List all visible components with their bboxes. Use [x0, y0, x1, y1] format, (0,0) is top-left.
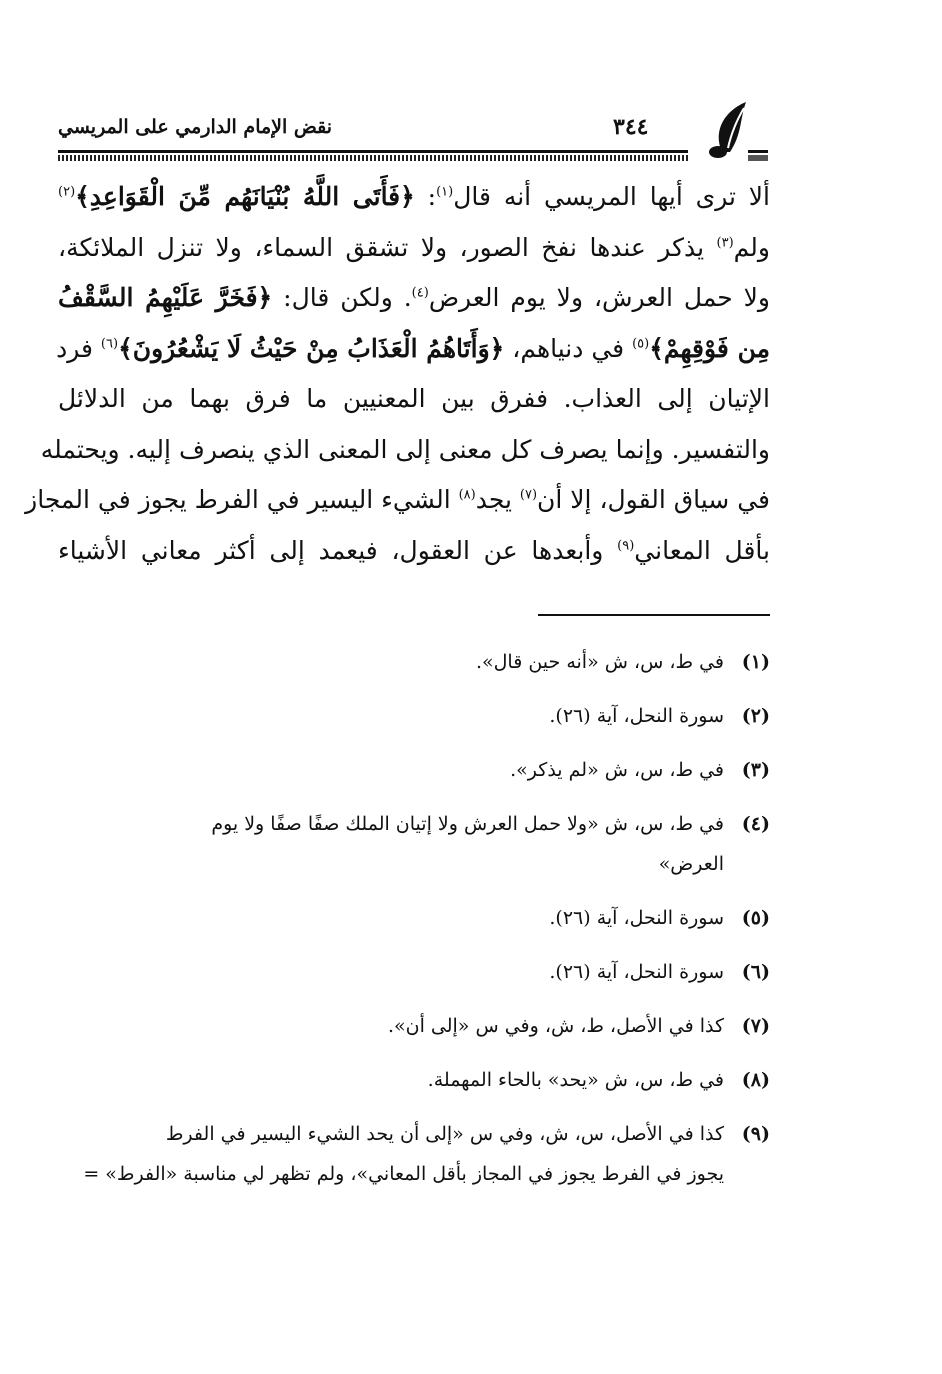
footnote: [58, 952, 770, 992]
footnote-number: (٥): [741, 907, 770, 929]
footnote: [58, 1114, 770, 1194]
main-text: [25, 172, 770, 576]
text-line: الإتيان إلى العذاب. ففرق بين المعنيين ما فرق بهما من الدلائل: [58, 384, 770, 413]
text-line: ولا حمل العرش، ولا يوم العرض$^{(٤)}$. ولكن قال: ﴿فَخَرَّ عَلَيْهِمُ السَّقْفُ: [58, 283, 770, 312]
text-line: في سياق القول، إلا أن$^{(٧)}$ يجد$^{(٨)}$ الشيء اليسير في الفرط يجوز في المجاز: [25, 485, 770, 514]
header-hatch-rule: [58, 155, 688, 161]
page-number: ٣٤٤: [613, 114, 649, 140]
footnote-separator: [538, 614, 770, 616]
running-title: نقض الإمام الدارمي على المريسي: [58, 116, 333, 138]
footnote: [58, 696, 770, 736]
quran-quote: ﴿وَأَتَاهُمُ الْعَذَابُ مِنْ حَيْثُ لَا يَشْعُرُونَ﴾: [118, 333, 505, 363]
footnote-text: كذا في الأصل، ط، ش، وفي س «إلى أن».: [387, 1015, 724, 1037]
footnote-text: في ط، س، ش «ولا حمل العرش ولا إتيان الملك صفًا صفًا ولا يوم: [211, 813, 724, 835]
footnote-ref: (٩): [617, 538, 635, 554]
footnote: [58, 1060, 770, 1100]
footnote-text: سورة النحل، آية (٢٦).: [549, 907, 724, 929]
footnote-text: في ط، س، ش «يحد» بالحاء المهملة.: [427, 1069, 724, 1091]
footnote-continuation: يجوز في الفرط يجوز في المجاز بأقل المعاني»، ولم تظهر لي مناسبة «الفرط» =: [83, 1163, 724, 1185]
footnote-number: (١): [741, 651, 770, 673]
quran-quote: ﴿فَأَتَى اللَّهُ بُنْيَانَهُم مِّنَ الْقَوَاعِدِ﴾: [75, 182, 415, 211]
footnote-number: (٦): [741, 961, 770, 983]
footnote: [58, 898, 770, 938]
footnotes: [58, 642, 770, 1208]
footnote: [58, 1006, 770, 1046]
footnote-text: سورة النحل، آية (٢٦).: [549, 705, 724, 727]
footnote-ref: (٤): [411, 285, 429, 301]
footnote-ref: (٧): [519, 487, 538, 503]
text-line: ألا ترى أيها المريسي أنه قال$^{(١)}$: ﴿فَأَتَى اللَّهُ بُنْيَانَهُم مِّنَ الْقَوَاعِدِ﴾$^{(٢)}$: [58, 182, 770, 211]
footnote-number: (٨): [741, 1069, 770, 1091]
footnote-text: كذا في الأصل، س، ش، وفي س «إلى أن يحد الشيء اليسير في الفرط: [165, 1123, 724, 1145]
footnote-ref: (٥): [632, 336, 650, 352]
quill-ornament-icon: [682, 100, 770, 162]
quran-quote: مِن فَوْقِهِمْ﴾: [649, 333, 770, 363]
quran-quote: ﴿فَخَرَّ عَلَيْهِمُ السَّقْفُ: [58, 283, 273, 312]
footnote-text: سورة النحل، آية (٢٦).: [549, 961, 724, 983]
text-line: والتفسير. وإنما يصرف كل معنى إلى المعنى الذي ينصرف إليه. ويحتمله: [40, 434, 770, 464]
footnote-ref: (٣): [716, 235, 734, 251]
footnote-number: (٩): [741, 1123, 770, 1145]
text-line: بأقل المعاني$^{(٩)}$ وأبعدها عن العقول، فيعمد إلى أكثر معاني الأشياء: [58, 535, 770, 565]
footnote-text: في ط، س، ش «أنه حين قال».: [475, 651, 724, 673]
footnote: [58, 750, 770, 790]
footnote: [58, 642, 770, 682]
footnote-text: في ط، س، ش «لم يذكر».: [510, 759, 724, 781]
footnote-number: (٢): [741, 705, 770, 727]
footnote: [58, 804, 770, 884]
text-line: مِن فَوْقِهِمْ﴾$^{(٥)}$ في دنياهم، ﴿وَأَتَاهُمُ الْعَذَابُ مِنْ حَيْثُ لَا يَشْعُرُونَ﴾$^{(٦)}$ فرد: [56, 333, 770, 363]
footnote-ref: (٨): [458, 487, 476, 503]
footnote-number: (٣): [741, 759, 770, 781]
text-line: ولم$^{(٣)}$ يذكر عندها نفخ الصور، ولا تشقق السماء، ولا تنزل الملائكة،: [58, 232, 770, 262]
footnote-ref: (٦): [100, 336, 119, 352]
header-rule: [58, 150, 688, 153]
footnote-number: (٧): [741, 1015, 770, 1037]
footnote-continuation: العرض»: [658, 853, 724, 875]
page-header: [58, 100, 770, 162]
footnote-number: (٤): [741, 813, 770, 835]
footnote-ref: (١): [436, 184, 454, 200]
footnote-ref: (٢): [58, 184, 76, 200]
